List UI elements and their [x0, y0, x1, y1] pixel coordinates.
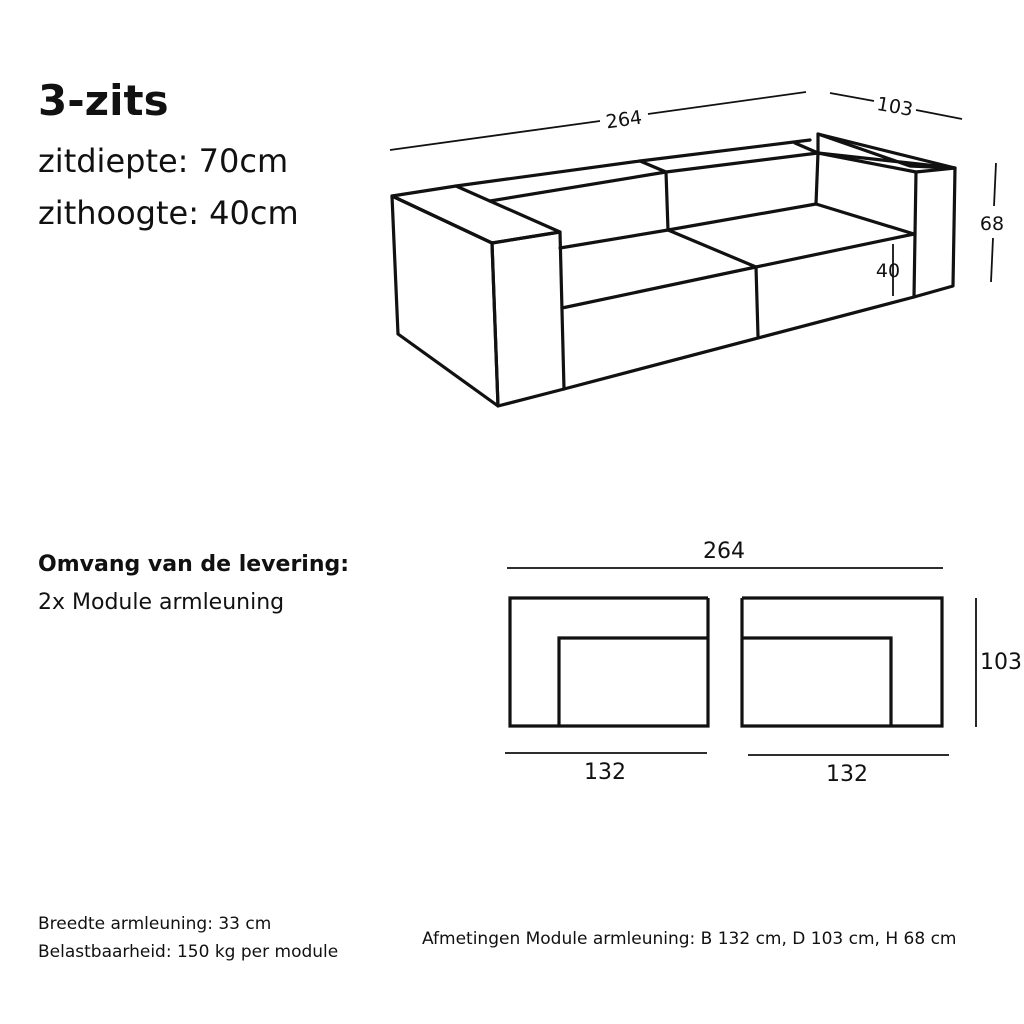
seat-depth-spec: zitdiepte: 70cm [38, 142, 289, 180]
depth-dimension-label: 103 [875, 93, 915, 121]
seat-cushion-seam [668, 230, 756, 267]
left-armrest-side [492, 232, 564, 406]
seat-height-spec: zithoogte: 40cm [38, 194, 299, 232]
right-module-seat [742, 638, 891, 726]
backrest-seam-top-right [795, 143, 818, 153]
seat-front-bottom [564, 297, 914, 389]
seat-cushion-divider [756, 267, 758, 336]
product-title: 3-zits [38, 76, 169, 125]
sofa-3d-drawing [392, 134, 955, 406]
depth-dimension-line-left [830, 93, 874, 101]
depth-dimension-line-right [916, 110, 962, 119]
right-armrest-inner [816, 153, 818, 204]
delivery-item: 2x Module armleuning [38, 590, 285, 615]
left-module-seat [559, 638, 708, 726]
width-dimension-line-right [648, 92, 806, 114]
height-dimension-line-bottom [991, 238, 993, 282]
backrest-top-edge [456, 140, 810, 186]
right-armrest-face [914, 168, 955, 297]
total-width-label: 264 [703, 539, 745, 564]
seat-back-line [560, 204, 914, 248]
left-armrest-front [392, 196, 498, 406]
top-depth-label: 103 [980, 650, 1022, 675]
armrest-width-note: Breedte armleuning: 33 cm [38, 914, 272, 934]
sofa-3d-dimensions [390, 92, 996, 296]
backrest-seam-top [640, 161, 666, 172]
left-module-outline [510, 598, 708, 726]
right-module-outline [742, 598, 942, 726]
load-capacity-note: Belastbaarheid: 150 kg per module [38, 942, 339, 962]
width-dimension-label: 264 [604, 106, 644, 134]
right-armrest-top-back [818, 134, 955, 168]
delivery-heading: Omvang van de levering: [38, 552, 350, 577]
right-module-width-label: 132 [826, 762, 868, 787]
width-dimension-line-left [390, 121, 600, 150]
seat-height-dimension-label: 40 [875, 260, 901, 282]
module-dimensions-note: Afmetingen Module armleuning: B 132 cm, D 103 cm, H 68 cm [422, 929, 957, 949]
height-dimension-label: 68 [979, 213, 1005, 235]
left-module-width-label: 132 [584, 760, 626, 785]
top-view-drawing [510, 598, 942, 726]
backrest-seam-front [666, 172, 668, 230]
seat-front-top [562, 234, 914, 308]
height-dimension-line-top [994, 163, 996, 206]
